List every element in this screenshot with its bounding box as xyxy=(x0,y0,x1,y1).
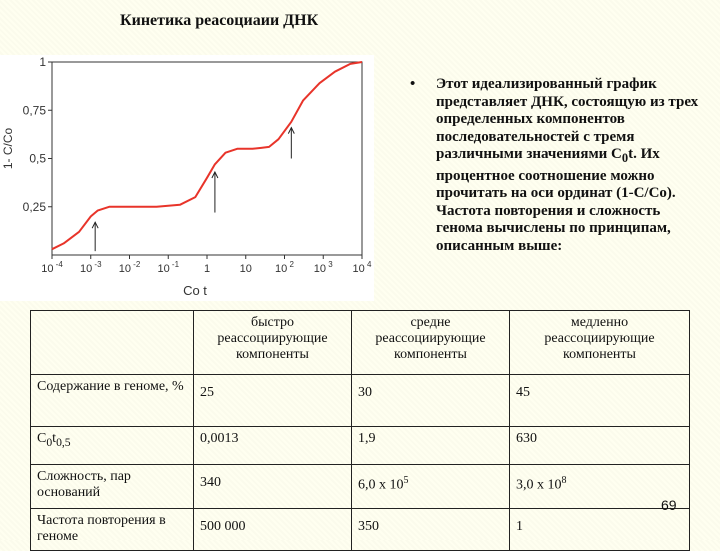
table-header-row xyxy=(31,311,690,375)
y-tick-label: 0,75 xyxy=(22,103,46,118)
table-cell: 630 xyxy=(510,427,690,465)
table-row xyxy=(31,427,690,465)
header-slow: медленно реассоциирующие компоненты xyxy=(510,311,690,375)
x-tick-label: 10 xyxy=(239,263,252,275)
x-tick-label: 10 $^3$ xyxy=(313,260,333,275)
x-tick-label: 10 $^4$ xyxy=(352,260,372,275)
x-tick-label: 1 xyxy=(203,263,211,275)
table-corner-cell xyxy=(31,311,194,375)
table-cell: 1 xyxy=(510,509,690,551)
x-tick-label: 10 $^{-2}$ xyxy=(118,260,141,275)
header-fast: быстро реассоциирующие компоненты xyxy=(194,311,352,375)
table-cell: 25 xyxy=(194,375,352,427)
plot-frame xyxy=(52,62,362,255)
row-label: Сложность, пар оснований xyxy=(31,465,194,509)
y-tick-label: 0,5 xyxy=(29,151,46,166)
x-tick-label: 10 $^{-1}$ xyxy=(157,260,180,275)
page-number: 69 xyxy=(661,497,677,513)
x-tick-label: 10 $^2$ xyxy=(275,260,294,275)
table-cell: 30 xyxy=(352,375,510,427)
table-cell: 3,0 x $10^8$ xyxy=(510,465,690,509)
bullet-icon: • xyxy=(410,76,416,92)
table-cell: 45 xyxy=(510,375,690,427)
x-tick-label: 10 $^{-4}$ xyxy=(41,260,63,275)
row-label: $C_0t_{0,5}$ xyxy=(31,427,194,465)
description-block xyxy=(410,76,710,255)
row-label: Частота повторения в геноме xyxy=(31,509,194,551)
table-row xyxy=(31,509,690,551)
row-label: Содержание в геноме, % xyxy=(31,375,194,427)
table-row xyxy=(31,375,690,427)
table-cell: 0,0013 xyxy=(194,427,352,465)
y-tick-label: 0,25 xyxy=(22,199,46,214)
slide-title: Кинетика реасоциаии ДНК xyxy=(120,12,319,29)
table-cell: 1,9 xyxy=(352,427,510,465)
table-cell: 6,0 x $10^5$ xyxy=(352,465,510,509)
x-axis-label: Co t xyxy=(183,283,207,298)
table-cell: 340 xyxy=(194,465,352,509)
header-medium: средне реассоциирующие компоненты xyxy=(352,311,510,375)
table-row xyxy=(31,465,690,509)
description-text: Этот идеализированный график представляет ДНК, состоящую из трех определенных компонентов последовательностей с тремя различными значениями $C_0t$. Их процентное соотношение можно прочитать на оси ординат (1-C/Co). Частота повторения и сложность генома вычислены по принципам, описанным выше: xyxy=(436,76,699,254)
y-tick-label: 1 xyxy=(39,55,46,69)
table-cell: 500 000 xyxy=(194,509,352,551)
reassociation-chart xyxy=(0,55,374,301)
table-cell: 350 xyxy=(352,509,510,551)
components-table xyxy=(30,310,690,551)
y-axis-label: 1- C/Co xyxy=(1,127,15,170)
x-tick-label: 10 $^{-3}$ xyxy=(79,260,102,275)
